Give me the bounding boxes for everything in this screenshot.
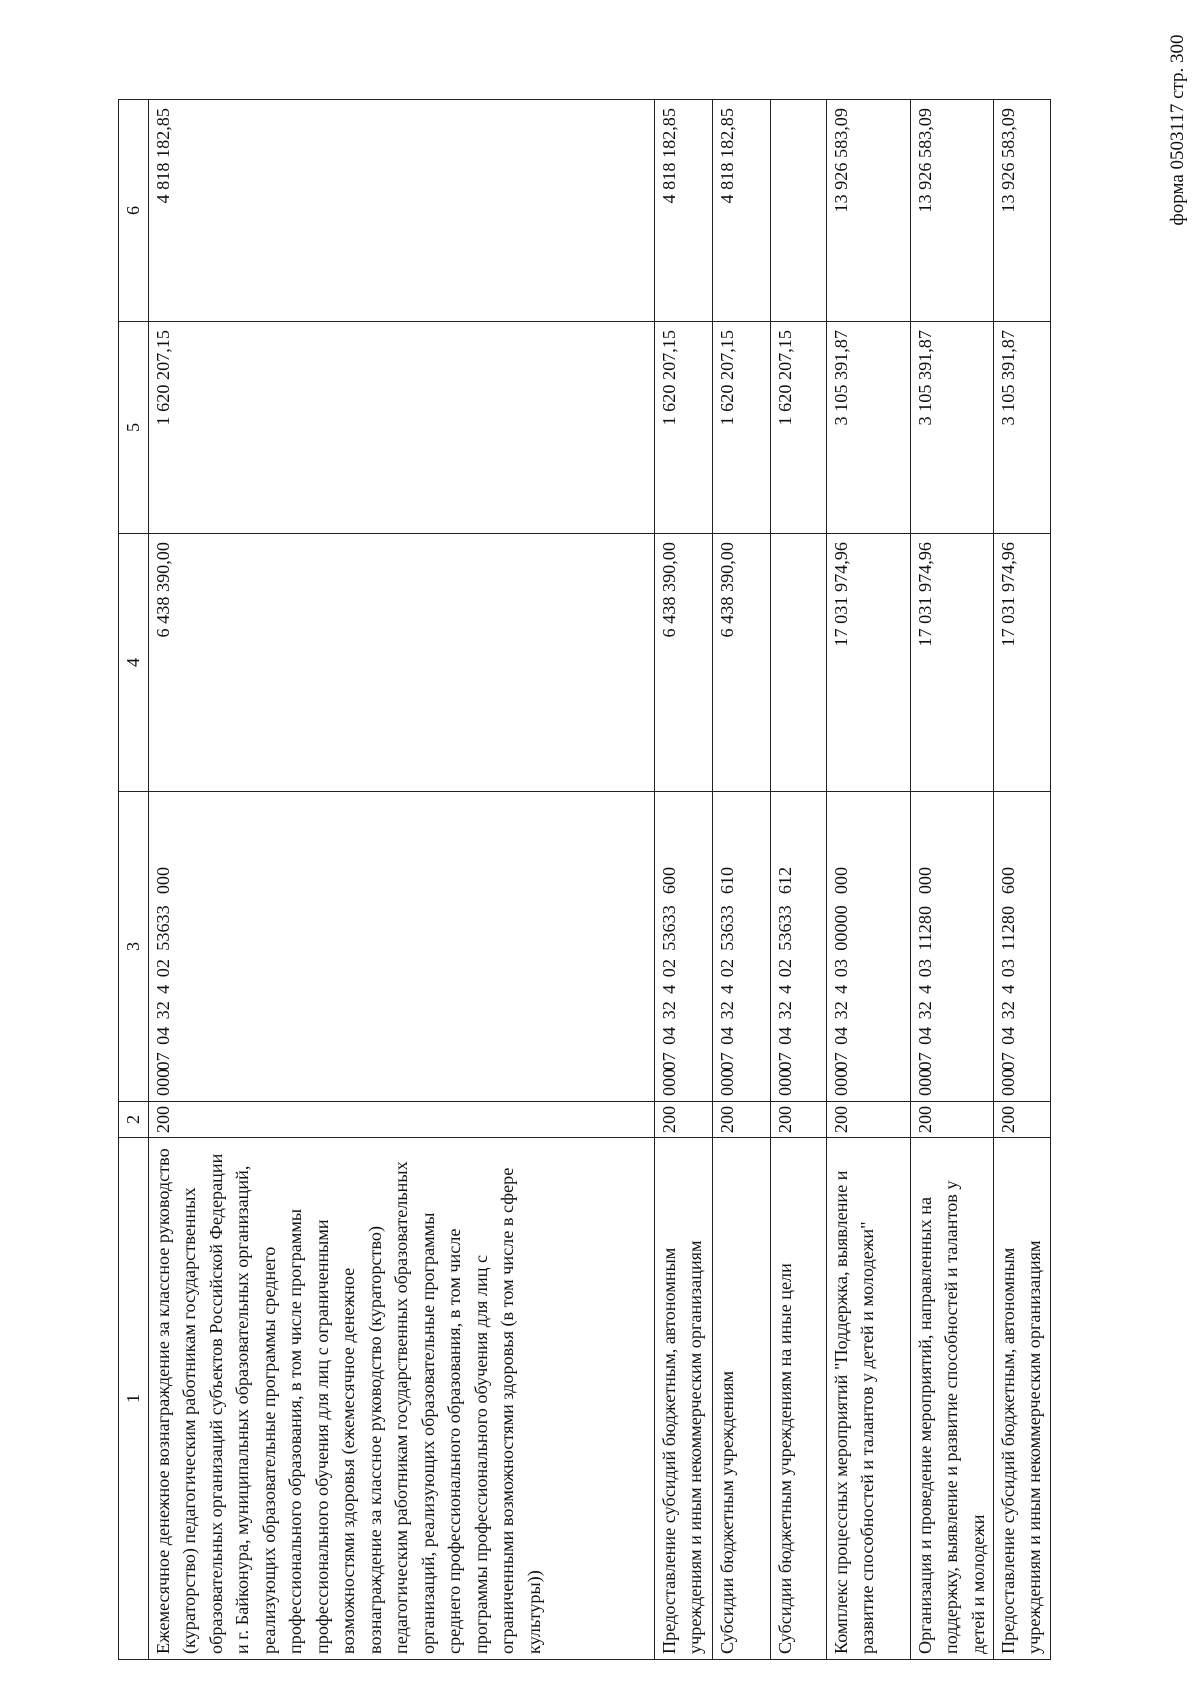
code-part: 32 bbox=[716, 1001, 737, 1020]
col5-value: 3 105 391,87 bbox=[826, 322, 910, 534]
col6-value: 13 926 583,09 bbox=[826, 100, 910, 322]
col5-value: 1 620 207,15 bbox=[712, 322, 770, 534]
code-part: 4 bbox=[914, 984, 935, 994]
code-part: 000 bbox=[774, 1068, 795, 1096]
code-part: 4 bbox=[716, 984, 737, 994]
code-part: 03 bbox=[997, 959, 1018, 978]
code-part: 02 bbox=[152, 959, 173, 978]
code-part: 612 bbox=[774, 866, 795, 895]
code-part: 00000 bbox=[830, 905, 851, 951]
code-part: 02 bbox=[716, 959, 737, 978]
code-part: 000 bbox=[997, 1068, 1018, 1096]
table-row bbox=[910, 100, 993, 1660]
row-name: Субсидии бюджетным учреждениям bbox=[712, 1138, 770, 1660]
code-part: 04 bbox=[914, 1026, 935, 1045]
col6-value bbox=[770, 100, 826, 322]
table-row bbox=[826, 100, 910, 1660]
budget-code bbox=[148, 792, 654, 1102]
row-name: Организация и проведение мероприятий, направленных на поддержку, выявление и развитие способностей и талантов у детей и молодежи bbox=[910, 1138, 993, 1660]
col6-value: 13 926 583,09 bbox=[910, 100, 993, 322]
code-part: 04 bbox=[997, 1026, 1018, 1045]
form-label: форма 0503117 стр. 300 bbox=[1167, 34, 1188, 226]
col4-value: 6 438 390,00 bbox=[654, 534, 712, 792]
code-part: 32 bbox=[152, 1001, 173, 1020]
code-part: 07 bbox=[716, 1052, 737, 1071]
code-part: 04 bbox=[830, 1026, 851, 1045]
code-part: 4 bbox=[152, 984, 173, 994]
budget-code bbox=[654, 792, 712, 1102]
row-name: Предоставление субсидий бюджетным, автономным учреждениям и иным некоммерческим организациям bbox=[993, 1138, 1050, 1660]
line-code: 200 bbox=[993, 1102, 1050, 1138]
code-part: 04 bbox=[152, 1026, 173, 1045]
col-header-1: 1 bbox=[119, 1138, 149, 1660]
col-header-2: 2 bbox=[119, 1102, 149, 1138]
line-code: 200 bbox=[910, 1102, 993, 1138]
code-part: 07 bbox=[914, 1052, 935, 1071]
code-part: 000 bbox=[830, 866, 851, 895]
budget-code bbox=[910, 792, 993, 1102]
code-part: 07 bbox=[658, 1052, 679, 1071]
col4-value: 17 031 974,96 bbox=[993, 534, 1050, 792]
code-part: 000 bbox=[152, 866, 173, 895]
col4-value: 17 031 974,96 bbox=[826, 534, 910, 792]
report-table bbox=[118, 99, 1051, 1660]
col5-value: 3 105 391,87 bbox=[910, 322, 993, 534]
code-part: 02 bbox=[658, 959, 679, 978]
col6-value: 4 818 182,85 bbox=[712, 100, 770, 322]
table-row bbox=[148, 100, 654, 1660]
col5-value: 3 105 391,87 bbox=[993, 322, 1050, 534]
code-part: 02 bbox=[774, 959, 795, 978]
code-part: 11280 bbox=[914, 905, 935, 951]
line-code: 200 bbox=[654, 1102, 712, 1138]
code-part: 07 bbox=[830, 1052, 851, 1071]
code-part: 4 bbox=[774, 984, 795, 994]
col4-value bbox=[770, 534, 826, 792]
code-part: 000 bbox=[152, 1068, 173, 1096]
col-header-6: 6 bbox=[119, 100, 149, 322]
code-part: 53633 bbox=[152, 905, 173, 951]
budget-code bbox=[712, 792, 770, 1102]
col4-value: 6 438 390,00 bbox=[712, 534, 770, 792]
budget-code bbox=[770, 792, 826, 1102]
code-part: 07 bbox=[997, 1052, 1018, 1071]
line-code: 200 bbox=[770, 1102, 826, 1138]
col4-value: 6 438 390,00 bbox=[148, 534, 654, 792]
code-part: 32 bbox=[830, 1001, 851, 1020]
code-part: 4 bbox=[658, 984, 679, 994]
code-part: 600 bbox=[658, 866, 679, 895]
code-part: 32 bbox=[997, 1001, 1018, 1020]
table-row bbox=[654, 100, 712, 1660]
table-row bbox=[770, 100, 826, 1660]
line-code: 200 bbox=[148, 1102, 654, 1138]
code-part: 610 bbox=[716, 866, 737, 895]
col6-value: 4 818 182,85 bbox=[148, 100, 654, 322]
col4-value: 17 031 974,96 bbox=[910, 534, 993, 792]
code-part: 600 bbox=[997, 866, 1018, 895]
code-part: 53633 bbox=[774, 905, 795, 951]
row-name: Комплекс процессных мероприятий "Поддержка, выявление и развитие способностей и талантов у детей и молодежи" bbox=[826, 1138, 910, 1660]
code-part: 04 bbox=[716, 1026, 737, 1045]
budget-code bbox=[826, 792, 910, 1102]
col5-value: 1 620 207,15 bbox=[148, 322, 654, 534]
col6-value: 4 818 182,85 bbox=[654, 100, 712, 322]
rotated-page bbox=[118, 100, 1063, 1660]
row-name: Субсидии бюджетным учреждениям на иные цели bbox=[770, 1138, 826, 1660]
code-part: 32 bbox=[914, 1001, 935, 1020]
code-part: 000 bbox=[716, 1068, 737, 1096]
code-part: 04 bbox=[774, 1026, 795, 1045]
code-part: 32 bbox=[774, 1001, 795, 1020]
code-part: 11280 bbox=[997, 905, 1018, 951]
code-part: 03 bbox=[914, 959, 935, 978]
code-part: 04 bbox=[658, 1026, 679, 1045]
code-part: 000 bbox=[914, 866, 935, 895]
col6-value: 13 926 583,09 bbox=[993, 100, 1050, 322]
col5-value: 1 620 207,15 bbox=[654, 322, 712, 534]
code-part: 07 bbox=[774, 1052, 795, 1071]
code-part: 4 bbox=[830, 984, 851, 994]
code-part: 32 bbox=[658, 1001, 679, 1020]
code-part: 000 bbox=[658, 1068, 679, 1096]
code-part: 000 bbox=[830, 1068, 851, 1096]
row-name: Предоставление субсидий бюджетным, автономным учреждениям и иным некоммерческим организациям bbox=[654, 1138, 712, 1660]
budget-code bbox=[993, 792, 1050, 1102]
table-row bbox=[993, 100, 1050, 1660]
col-header-3: 3 bbox=[119, 792, 149, 1102]
table-row bbox=[712, 100, 770, 1660]
col5-value: 1 620 207,15 bbox=[770, 322, 826, 534]
row-name: Ежемесячное денежное вознаграждение за классное руководство (кураторство) педагогическим работникам государственных образовательных организаций субъектов Российской Федерации и г. Байконура, муниципальных образовательных организаций, реализующих образовательные программы среднего профессионального образования, в том числе программы профессионального обучения для лиц с ограниченными возможностями здоровья (ежемесячное денежное вознаграждение за классное руководство (кураторство) педагогическим работникам государственных образовательных организаций, реализующих образовательные программы среднего профессионального образования, в том числе программы профессионального обучения для лиц с ограниченными возможностями здоровья (в том числе в сфере культуры)) bbox=[148, 1138, 654, 1660]
code-part: 53633 bbox=[716, 905, 737, 951]
col-header-5: 5 bbox=[119, 322, 149, 534]
code-part: 000 bbox=[914, 1068, 935, 1096]
header-row bbox=[119, 100, 149, 1660]
line-code: 200 bbox=[712, 1102, 770, 1138]
code-part: 53633 bbox=[658, 905, 679, 951]
col-header-4: 4 bbox=[119, 534, 149, 792]
code-part: 03 bbox=[830, 959, 851, 978]
code-part: 07 bbox=[152, 1052, 173, 1071]
code-part: 4 bbox=[997, 984, 1018, 994]
line-code: 200 bbox=[826, 1102, 910, 1138]
